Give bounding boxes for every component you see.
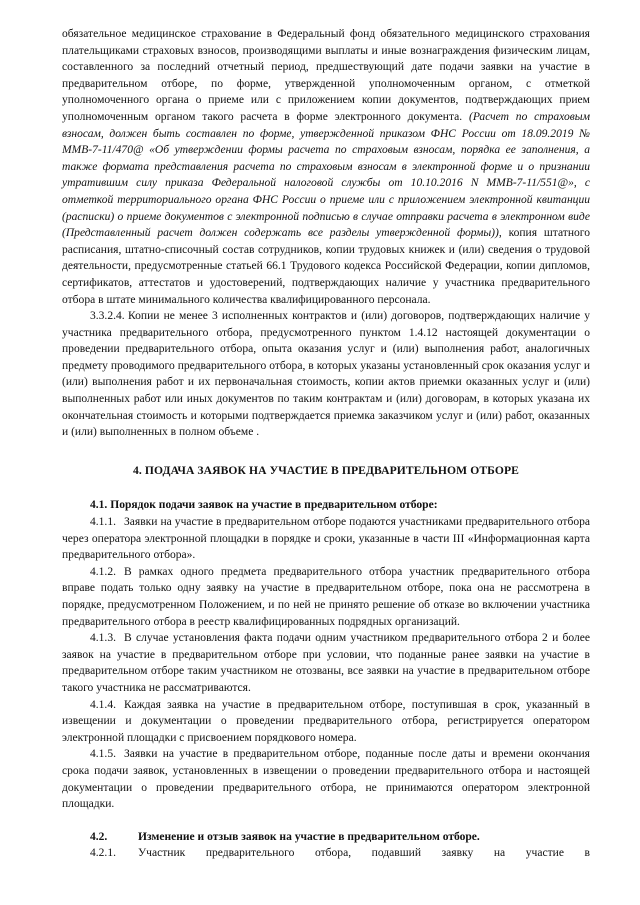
paragraph-text: Каждая заявка на участие в предварительном отборе, поступившая в срок, указанный в извещении и документации о проведении предварительного отбора, регистрируется оператором электронной площадки с присвоением порядкового номера.: [62, 698, 590, 744]
subsection-number: 4.2.: [90, 830, 108, 843]
paragraph-number: 3.3.2.4.: [90, 310, 125, 323]
paragraph-4-1-3: [62, 630, 590, 696]
paragraph-number: 4.1.1.: [90, 516, 116, 529]
subsection-4-1-title: 4.1. Порядок подачи заявок на участие в предварительном отборе:: [90, 499, 438, 512]
continuation-text-1: обязательное медицинское страхование в Федеральный фонд обязательного медицинского страхования плательщиками страховых взносов, производящими выплаты и иные вознаграждения физическим лицам, составленного за последний отчетный период, предшествующий дате подачи заявки на участие в предварительном отборе, по форме, утвержденной уполномоченным органом, с отметкой уполномоченного органа о приеме или с приложением копии документов, подтверждающих прием уполномоченным органом такого расчета в форме электронного документа.: [62, 28, 590, 123]
continuation-text-2: , копия штатного расписания, штатно-списочный состав сотрудников, копии трудовых книжек и (или) сведения о трудовой деятельности, предусмотренные статьей 66.1 Трудового кодекса Российской Федерации, копии дипломов, сертификатов, аттестатов и удостоверений, подтверждающих наличие у участника предварительного отбора в штате минимального количества квалифицированного персонала.: [62, 227, 590, 306]
paragraph-4-1-1: [62, 514, 590, 564]
paragraph-text: Копии не менее 3 исполненных контрактов и (или) договоров, подтверждающих наличие у участника предварительного отбора, предусмотренного пунктом 1.4.12 настоящей документации о проведении предварительного отбора, опыта оказания услуг и (или) выполнения работ, аналогичных предмету проводимого предварительного отбора, в которых указаны установленный срок оказания услуг и (или) выполнения работ и их первоначальная стоимость, копии актов приемки оказанных услуг и (или) выполненных работ или иных документов по таким контрактам и (или) договорам, в которых указана их окончательная стоимость и которыми подтверждается приемка заказчиком услуг и (или) работ, оказанных и (или) выполненных в полном объеме .: [62, 310, 590, 439]
spacer: [62, 813, 590, 829]
paragraph-3324: [62, 308, 590, 441]
paragraph-number: 4.1.2.: [90, 565, 116, 578]
continuation-italic-note: (Расчет по страховым взносам, должен быть составлен по форме, утвержденной приказом ФНС России от 18.09.2019 № ММВ-7-11/470@ «Об утверждении формы расчета по страховым взносам, порядка ее заполнения, а также формата представления расчета по страховым взносам в электронной форме и о признании утратившим силу приказа Федеральной налоговой службы от 10.10.2016 N ММВ-7-11/551@», с отметкой территориального органа ФНС России о приеме или с приложением электронной квитанции (расписки) о приеме документов с электронной подписью в случае отправки расчета в электронном виде (Представленный расчет должен содержать все разделы утвержденной формы)): [62, 110, 590, 240]
paragraph-text: Заявки на участие в предварительном отборе, поданные после даты и времени окончания срока подачи заявок, установленных в извещении о проведении предварительного отбора и настоящей документации о проведении предварительного отбора, не принимаются оператором электронной площадки.: [62, 748, 590, 811]
subsection-text: Изменение и отзыв заявок на участие в предварительном отборе.: [138, 830, 480, 843]
document-page: [62, 26, 590, 862]
paragraph-4-1-2: [62, 564, 590, 630]
continuation-paragraph: [62, 26, 590, 308]
paragraph-number: 4.1.5.: [90, 748, 116, 761]
section-4-title: 4. ПОДАЧА ЗАЯВОК НА УЧАСТИЕ В ПРЕДВАРИТЕЛЬНОМ ОТБОРЕ: [133, 463, 519, 477]
paragraph-text: В случае установления факта подачи одним участником предварительного отбора 2 и более заявок на участие в предварительном отборе при условии, что поданные ранее заявки на участие в предварительном отборе таким участником не отозваны, все заявки на участие в предварительном отборе такого участника не рассматриваются.: [62, 632, 590, 694]
paragraph-number: 4.1.4.: [90, 698, 116, 711]
paragraph-number: 4.1.3.: [90, 632, 116, 645]
paragraph-text: Участник предварительного отбора, подавший заявку на участие в: [138, 847, 590, 860]
paragraph-4-2-1: [62, 845, 590, 862]
subsection-4-2-title: [62, 829, 590, 846]
paragraph-4-1-5: [62, 746, 590, 812]
paragraph-text: В рамках одного предмета предварительного отбора участник предварительного отбора вправе подать только одну заявку на участие в предварительном отборе, пока она не рассмотрена в порядке, предусмотренном Положением, и по ней не принято решение об отказе во включении участника предварительного отбора в реестр квалифицированных подрядных организаций.: [62, 565, 590, 628]
paragraph-4-1-4: [62, 697, 590, 747]
paragraph-text: Заявки на участие в предварительном отборе подаются участниками предварительного отбора через оператора электронной площадки в порядке и сроки, указанные в части III «Информационная карта предварительного отбора».: [62, 516, 590, 562]
paragraph-number: 4.2.1.: [90, 847, 116, 860]
